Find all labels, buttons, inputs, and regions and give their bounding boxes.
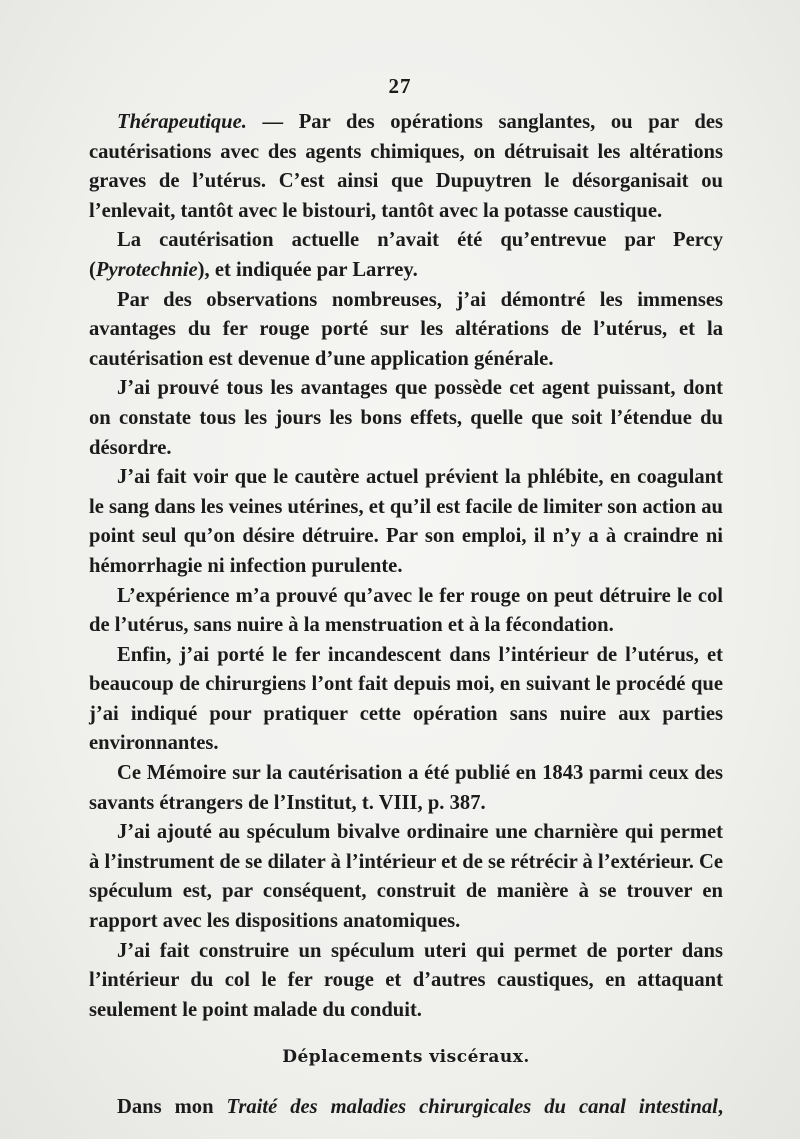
section-heading: Déplacements viscéraux. <box>282 1047 530 1068</box>
paragraph-observations: Par des observations nombreuses, j’ai démontré les immenses avantages du fer rouge porté sur les altérations de l’utérus, et la cautérisation est devenue d’une application générale. <box>89 288 723 370</box>
paragraph-text: La cautérisation actuelle n’avait été qu’entrevue par Percy ( <box>89 229 723 281</box>
paragraph-experience: L’expérience m’a prouvé qu’avec le fer rouge on peut détruire le col de l’utérus, sans nuire à la menstruation et à la fécondation. <box>89 584 723 637</box>
paragraph-italic: Pyrotechnie <box>95 258 198 281</box>
paragraph-italic: Traité des maladies chirurgicales du canal intestinal <box>226 1096 718 1118</box>
paragraph-enfin: Enfin, j’ai porté le fer incandescent dans l’intérieur de l’utérus, et beaucoup de chirurgiens l’ont fait depuis moi, en suivant le procédé que j’ai indiqué pour pratiquer cette opération sans nuire aux parties environnantes. <box>89 643 723 755</box>
paragraph-therapeutique <box>89 108 723 226</box>
paragraph-memoire: Ce Mémoire sur la cautérisation a été publié en 1843 parmi ceux des savants étrangers de l’Institut, t. VIII, p. 387. <box>89 762 723 814</box>
page-number: 27 <box>388 74 412 98</box>
paragraph-text: Dans mon <box>117 1096 227 1118</box>
paragraph-lead: Thérapeutique. <box>117 111 247 133</box>
paragraph-avantages: J’ai prouvé tous les avantages que possède cet agent puissant, dont on constate tous les jours les bons effets, quelle que soit l’étendue du désordre. <box>89 377 723 459</box>
paragraph-speculum-uteri: J’ai fait construire un spéculum uteri qui permet de porter dans l’intérieur du col le fer rouge et d’autres caustiques, en attaquant seulement le point malade du conduit. <box>89 939 723 1021</box>
paragraph-phlebite: J’ai fait voir que le cautère actuel prévient la phlébite, en coagulant le sang dans les veines utérines, et qu’il est facile de limiter son action au point seul qu’on désire détruire. Par son emploi, il n’y a à craindre ni hémorrhagie ni infection purulente. <box>89 466 723 577</box>
paragraph-traite <box>89 1093 723 1123</box>
body-text <box>89 108 723 1123</box>
paragraph-text: , <box>717 1096 723 1118</box>
paragraph-speculum-bivalve: J’ai ajouté au spéculum bivalve ordinaire une charnière qui permet à l’instrument de se dilater à l’intérieur et de se rétrécir à l’extérieur. Ce spéculum est, par conséquent, construit de manière à se trouver en rapport avec les dispositions anatomiques. <box>89 821 724 933</box>
paragraph-text: ), et indiquée par Larrey. <box>197 258 418 281</box>
paragraph-cauterisation <box>89 226 723 285</box>
paragraph-text: — Par des opérations sanglantes, ou par des cautérisations avec des agents chimiques, on détruisait les altérations graves de l’utérus. C’est ainsi que Dupuytren le désorganisait ou l’enlevait, tantôt avec le bistouri, tantôt avec la potasse caustique. <box>89 111 723 222</box>
